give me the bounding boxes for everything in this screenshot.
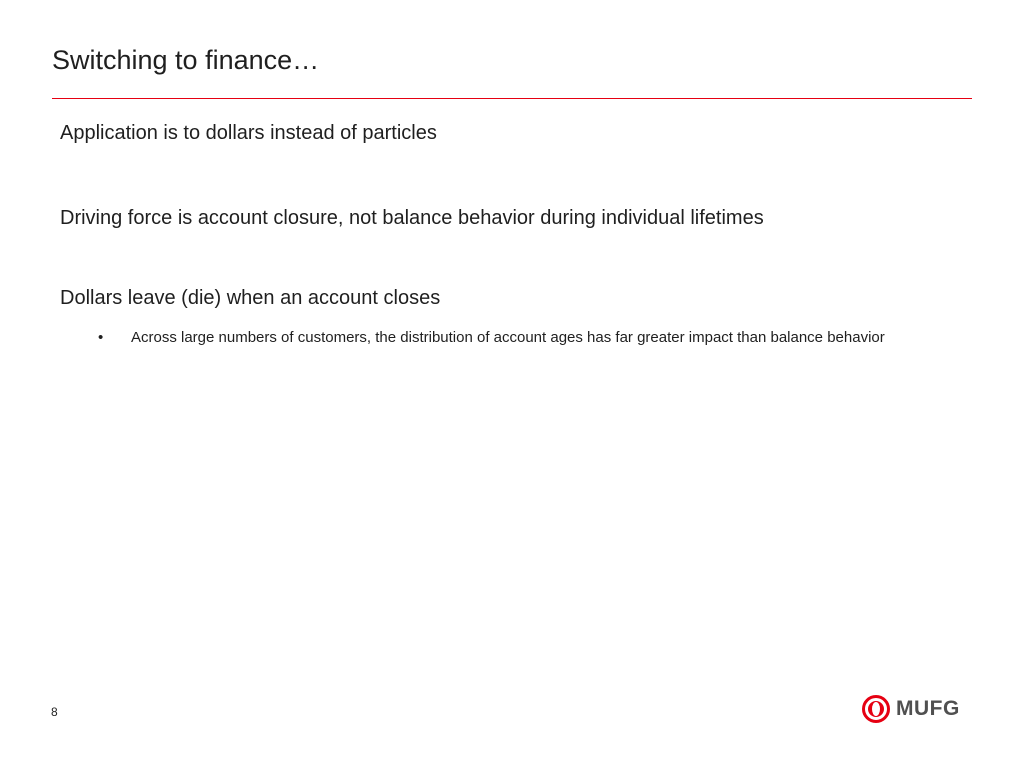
sub-bullet-text: Across large numbers of customers, the distribution of account ages has far greater impact than balance behavior xyxy=(131,329,885,346)
mufg-logo-icon xyxy=(862,695,890,723)
bullet-marker: • xyxy=(98,329,104,346)
mufg-logo xyxy=(862,695,960,723)
slide-title: Switching to finance… xyxy=(52,45,320,75)
bullet-item: Dollars leave (die) when an account closes xyxy=(60,287,441,309)
page-number: 8 xyxy=(51,705,58,719)
logo-text: MUFG xyxy=(896,697,960,720)
bullet-item: Driving force is account closure, not balance behavior during individual lifetimes xyxy=(60,207,764,229)
title-divider xyxy=(52,98,972,99)
bullet-item: Application is to dollars instead of particles xyxy=(60,122,437,144)
sub-bullet-item xyxy=(98,328,885,348)
